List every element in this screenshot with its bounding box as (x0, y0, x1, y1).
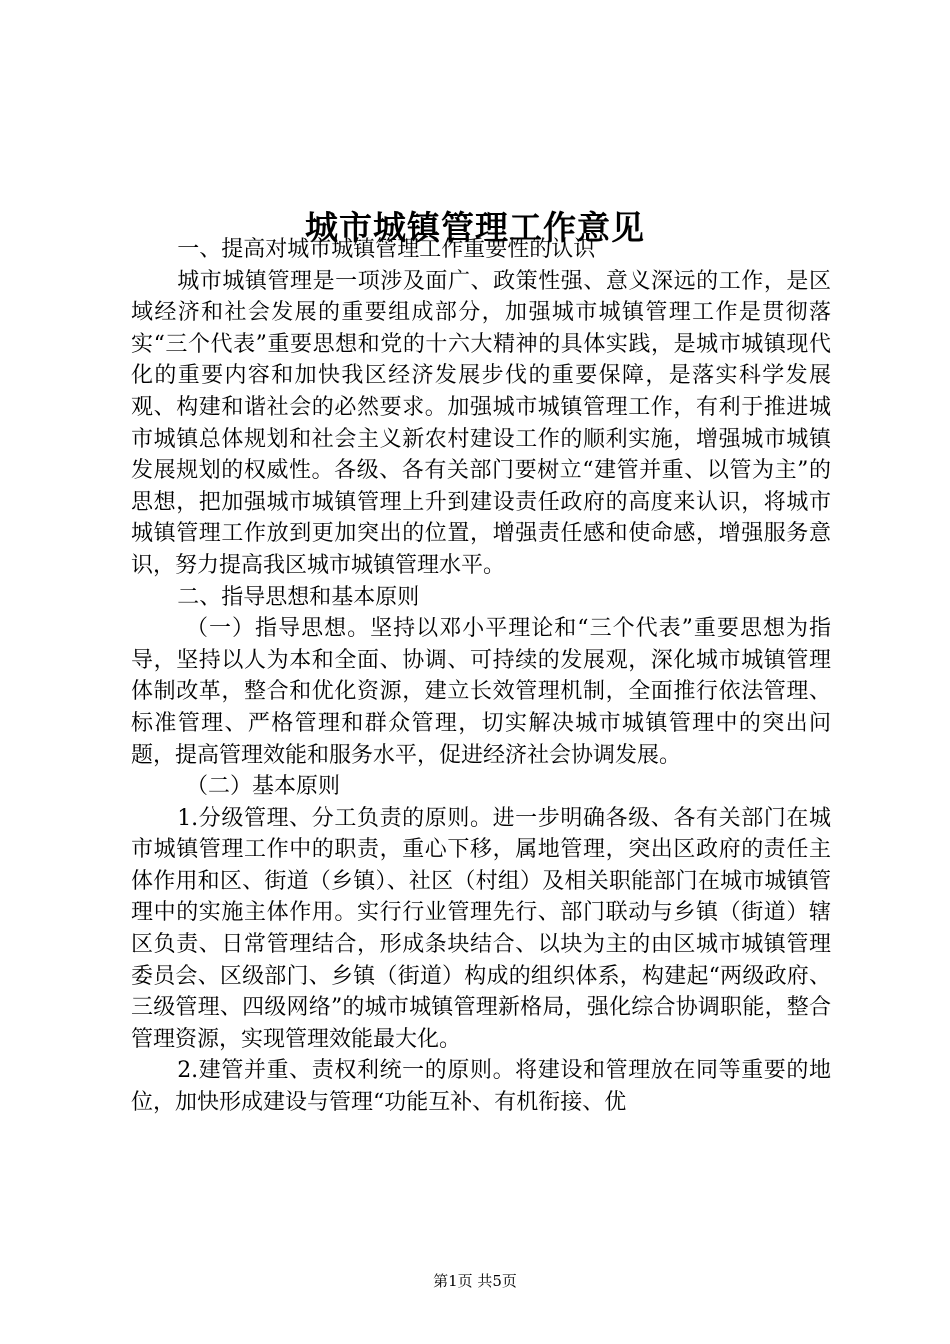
page-title: 城市城镇管理工作意见 (305, 208, 645, 248)
section-heading-1: 一、提高对城市城镇管理工作重要性的认识 (177, 237, 596, 262)
paragraph-guiding-thought: （一）指导思想。坚持以邓小平理论和“三个代表”重要思想为指导，坚持以人为本和全面、协调、可持续的发展观，深化城市城镇管理体制改革，整合和优化资源，建立长效管理机制，全面推行依法管理、标准管理、严格管理和群众管理，切实解决城市城镇管理中的突出问题，提高管理效能和服务水平，促进经济社会协调发展。 (131, 616, 831, 768)
document-body (131, 234, 831, 1119)
subsection-heading-principles: （二）基本原则 (186, 774, 341, 800)
paragraph-principle-2: 2.建管并重、责权利统一的原则。将建设和管理放在同等重要的地位，加快形成建设与管理“功能互补、有机衔接、优 (131, 1058, 831, 1116)
page-number-footer: 第1页 共5页 (433, 1272, 517, 1290)
section-heading-2: 二、指导思想和基本原则 (177, 584, 420, 610)
paragraph-importance: 城市城镇管理是一项涉及面广、政策性强、意义深远的工作，是区域经济和社会发展的重要组成部分，加强城市城镇管理工作是贯彻落实“三个代表”重要思想和党的十六大精神的具体实践，是城市城镇现代化的重要内容和加快我区经济发展步伐的重要保障，是落实科学发展观、构建和谐社会的必然要求。加强城市城镇管理工作，有利于推进城市城镇总体规划和社会主义新农村建设工作的顺利实施，增强城市城镇发展规划的权威性。各级、各有关部门要树立“建管并重、以管为主”的思想，把加强城市城镇管理上升到建设责任政府的高度来认识，将城市城镇管理工作放到更加突出的位置，增强责任感和使命感，增强服务意识，努力提高我区城市城镇管理水平。 (131, 268, 831, 578)
paragraph-principle-1: 1.分级管理、分工负责的原则。进一步明确各级、各有关部门在城市城镇管理工作中的职责，重心下移，属地管理，突出区政府的责任主体作用和区、街道（乡镇）、社区（村组）及相关职能部门在城市城镇管理中的实施主体作用。实行行业管理先行、部门联动与乡镇（街道）辖区负责、日常管理结合，形成条块结合、以块为主的由区城市城镇管理委员会、区级部门、乡镇（街道）构成的组织体系，构建起“两级政府、三级管理、四级网络”的城市城镇管理新格局，强化综合协调职能，整合管理资源，实现管理效能最大化。 (131, 805, 831, 1052)
